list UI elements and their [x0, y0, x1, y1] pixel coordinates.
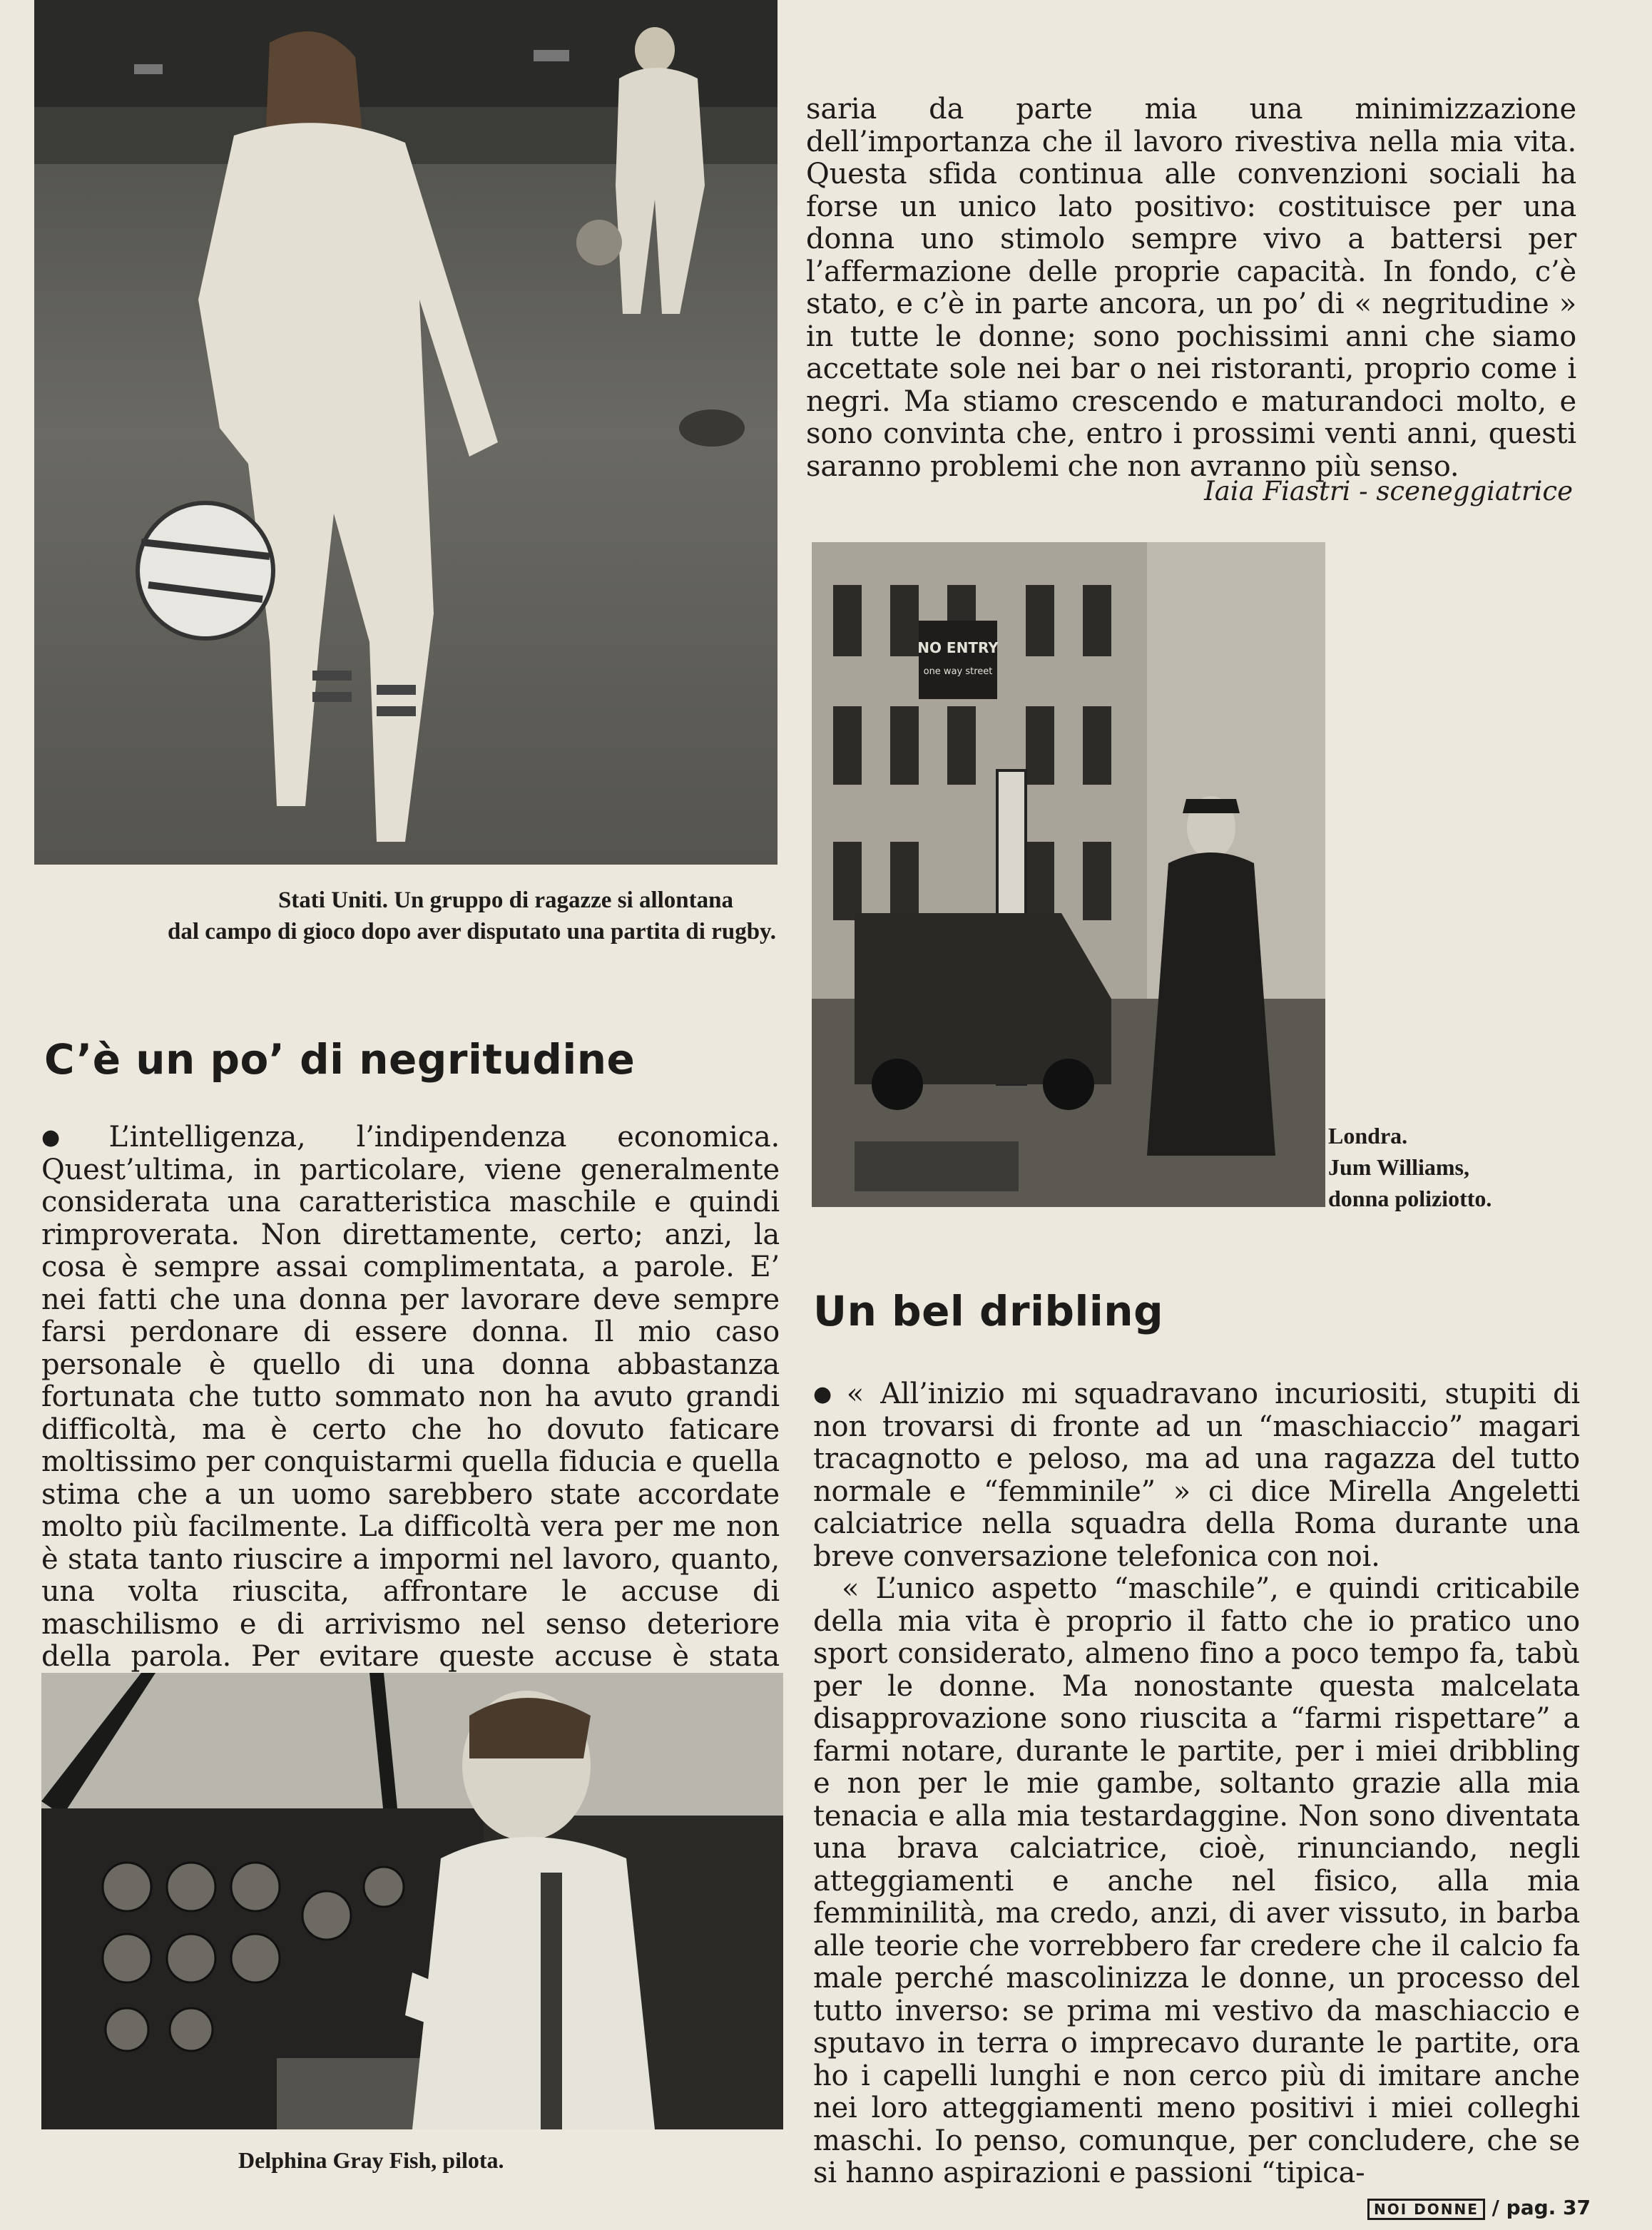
photo-pilot — [41, 1673, 783, 2129]
caption-london-line2: Jum Williams, — [1328, 1154, 1469, 1180]
magazine-masthead: NOI DONNE — [1367, 2199, 1485, 2220]
section2-body — [813, 1378, 1580, 2190]
section-heading-dribling: Un bel dribling — [813, 1287, 1164, 1335]
section-heading-negritudine: C’è un po’ di negritudine — [44, 1035, 636, 1084]
bullet-icon: ● — [41, 1125, 102, 1150]
caption-rugby-line1: Stati Uniti. Un gruppo di ragazze si allontana — [277, 887, 733, 913]
caption-rugby-line2: dal campo di gioco dopo aver disputato una partita di rugby. — [168, 919, 776, 945]
footer-separator: / — [1492, 2196, 1499, 2219]
bullet-icon: ● — [813, 1382, 840, 1407]
caption-london — [1328, 1120, 1585, 1214]
caption-london-line3: donna poliziotto. — [1328, 1186, 1492, 1211]
caption-rugby — [34, 885, 776, 947]
photo-london-policewoman — [812, 542, 1325, 1207]
caption-london-line1: Londra. — [1328, 1123, 1408, 1149]
top-paragraph-text: saria da parte mia una minimizzazione dell’importanza che il lavoro rivestiva nella mia vita. Questa sfida continua alle convenzioni sociali ha forse un unico lato positivo: costituisce per una donna uno stimolo sempre vivo a battersi per l’affermazione delle proprie capacità. In fondo, c’è stato, e c’è in parte ancora, un po’ di « negritudine » in tutte le donne; sono pochissimi anni che siamo accettate sole nei bar o nei ristoranti, proprio come i negri. Ma stiamo crescendo e maturandoci molto, e sono convinta che, entro i prossimi venti anni, questi saranno problemi che non avranno più senso. — [806, 93, 1576, 483]
signature: Iaia Fiastri - sceneggiatrice — [1204, 476, 1573, 506]
top-paragraph — [806, 93, 1576, 483]
page-number: pag. 37 — [1506, 2196, 1591, 2219]
sign-one-way: one way street — [923, 666, 993, 677]
page-footer — [1355, 2196, 1591, 2220]
section2-paragraph1: « All’inizio mi squadravano incuriositi, stupiti di non trovarsi di fronte ad un “maschiaccio” magari tracagnotto e peloso, ma ad una ragazza del tutto normale e “femminile” » ci dice Mirella Angeletti calciatrice nella squadra della Roma durante una breve conversazione telefonica con noi. — [813, 1378, 1580, 1573]
caption-pilot: Delphina Gray Fish, pilota. — [238, 2147, 504, 2173]
photo-rugby-girls — [34, 0, 777, 865]
sign-no-entry: NO ENTRY — [917, 639, 999, 656]
section2-paragraph2: « L’unico aspetto “maschile”, e quindi criticabile della mia vita è proprio il fatto che io pratico uno sport considerato, almeno fino a poco tempo fa, tabù per le donne. Ma nonostante questa malcelata disapprovazione sono riuscita a “farmi rispettare” a farmi notare, durante le partite, per i miei dribbling e non per le mie gambe, soltanto grazie alla mia tenacia e alla mia testardaggine. Non sono diventata una brava calciatrice, cioè, rinunciando, negli atteggiamenti e anche nel fisico, alla mia femminilità, ma credo, anzi, di aver vissuto, in barba alle teorie che vorrebbero far credere che il calcio fa male perché mascolinizza le donne, un processo del tutto inverso: se prima mi vestivo da maschiaccio e sputavo in terra o imprecavo durante le partite, ora ho i capelli lunghi e non cerco più di imitare anche nei loro atteggiamenti meno positivi i miei colleghi maschi. Io penso, comunque, per concludere, che se si hanno aspirazioni e passioni “tipica- — [813, 1572, 1580, 2189]
section1-paragraph: L’intelligenza, l’indipendenza economica. Quest’ultima, in particolare, viene generalmente considerata una caratteristica maschile e quindi rimproverata. Non direttamente, certo; anzi, la cosa è sempre assai complimentata, a parole. E’ nei fatti che una donna per lavorare deve sempre farsi perdonare di essere donna. Il mio caso personale è quello di una donna abbastanza fortunata che tutto sommato non ha avuto grandi difficoltà, ma è certo che ho dovuto faticare moltissimo per conquistarmi quella fiducia e quella stima che a un uomo sarebbero state accordate molto più facilmente. La difficoltà vera per me non è stata tanto riuscire a impormi nel lavoro, quanto, una volta riuscita, affrontare le accuse di maschilismo e di arrivismo nel senso deteriore della parola. Per evitare queste accuse è stata — [41, 1121, 780, 1673]
section1-body — [41, 1121, 780, 1706]
